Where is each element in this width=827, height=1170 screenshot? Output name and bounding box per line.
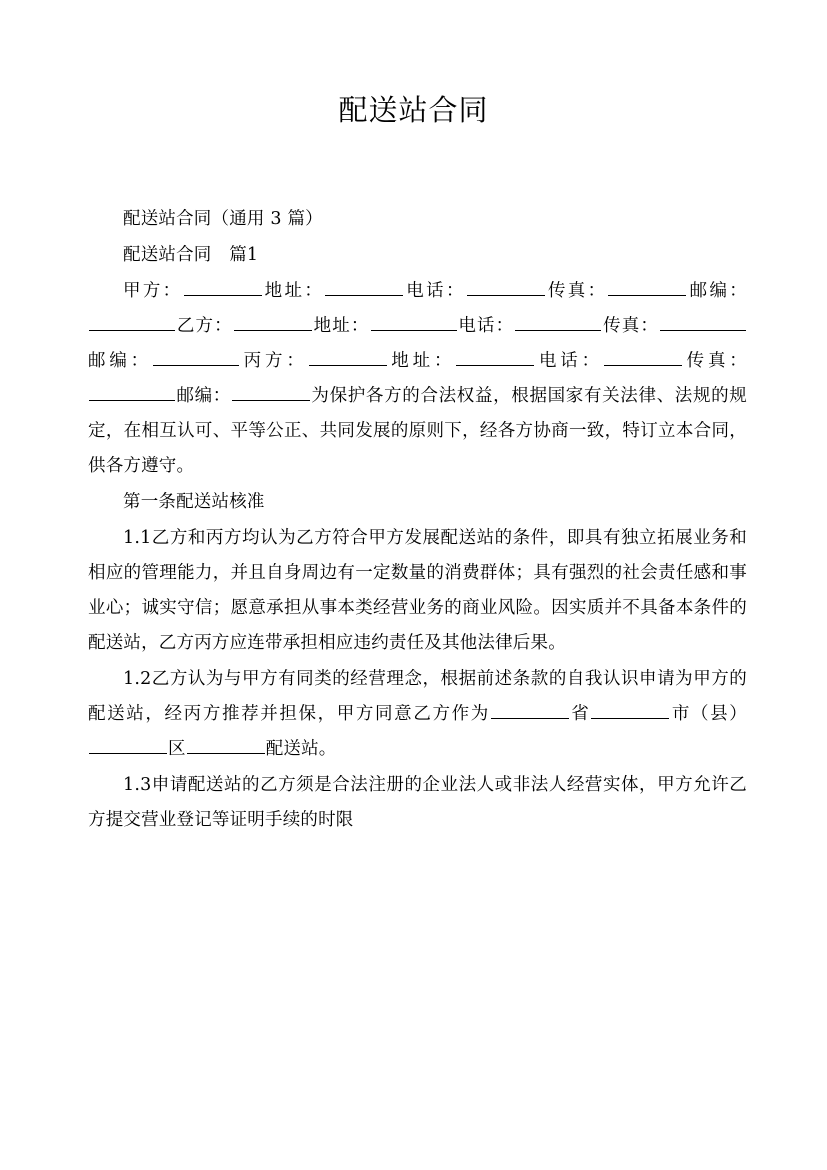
fill-blank (325, 279, 403, 296)
fill-blank (89, 384, 175, 401)
label-zip-a: 邮编： (687, 280, 747, 301)
section-heading: 配送站合同 篇1 (123, 244, 259, 265)
clause-1-1: 1.1乙方和丙方均认为乙方符合甲方发展配送站的条件，即具有独立拓展业务和相应的管理能力，并且自身周边有一定数量的消费群体；具有强烈的社会责任感和事业心；诚实守信；愿意承担从事本类经营业务的商业风险。因实质并不具备本条件的配送站，乙方丙方应连带承担相应违约责任及其他法律后果。 (88, 527, 747, 653)
label-address-a: 地址： (262, 280, 325, 301)
document-subtitle: 配送站合同（通用 3 篇） (123, 208, 323, 229)
fill-blank (371, 314, 457, 331)
fill-blank (515, 314, 601, 331)
fill-blank (187, 737, 265, 754)
fill-blank (232, 384, 310, 401)
label-phone-a: 电话： (404, 280, 466, 301)
preamble-text: 为保护各方的合法权益，根据国家有关法律、法规的规定，在相互认可、平等公正、共同发展的原则下，经各方协商一致，特订立本合同，供各方遵守。 (88, 385, 747, 476)
fill-blank (153, 349, 239, 366)
fill-blank (456, 349, 534, 366)
fill-blank (184, 279, 262, 296)
clause-1-3: 1.3申请配送站的乙方须是合法注册的企业法人或非法人经营实体，甲方允许乙方提交营业登记等证明手续的时限 (88, 774, 747, 830)
label-fax-c: 传真： (682, 350, 747, 371)
fill-blank (234, 314, 312, 331)
label-address-b: 地址： (312, 315, 370, 336)
label-province: 省 (569, 703, 591, 724)
clause-1-2 (88, 662, 747, 767)
document-body (0, 202, 827, 838)
page-title: 配送站合同 (338, 93, 489, 127)
paragraph-parties (88, 274, 747, 484)
fill-blank (660, 314, 746, 331)
clause-1-2-text-e: 配送站。 (265, 738, 337, 759)
label-city: 市（县） (670, 703, 747, 724)
fill-blank (89, 314, 175, 331)
fill-blank (467, 279, 545, 296)
fill-blank (89, 737, 167, 754)
fill-blank (309, 349, 387, 366)
clause-1-2-text-a: 1.2乙方认为与甲方有同类的经营理念，根据前述条款的自我认识申请为甲方的配送站，经丙方推荐并担保，甲方同意乙方作为 (88, 668, 747, 724)
label-zip-b: 邮编： (88, 350, 153, 371)
fill-blank (604, 349, 682, 366)
label-party-a: 甲方： (123, 280, 183, 301)
label-party-b: 乙方： (176, 315, 233, 336)
label-phone-c: 电话： (535, 350, 603, 371)
label-fax-a: 传真： (545, 280, 608, 301)
fill-blank (591, 702, 669, 719)
article-1-heading: 第一条配送站核准 (123, 491, 265, 512)
label-zip-c: 邮编： (176, 385, 231, 406)
label-district: 区 (168, 738, 186, 759)
label-party-c: 丙方： (240, 350, 308, 371)
label-phone-b: 电话： (457, 315, 515, 336)
fill-blank (608, 279, 686, 296)
fill-blank (491, 702, 569, 719)
label-fax-b: 传真： (602, 315, 659, 336)
label-address-c: 地址： (387, 350, 456, 371)
